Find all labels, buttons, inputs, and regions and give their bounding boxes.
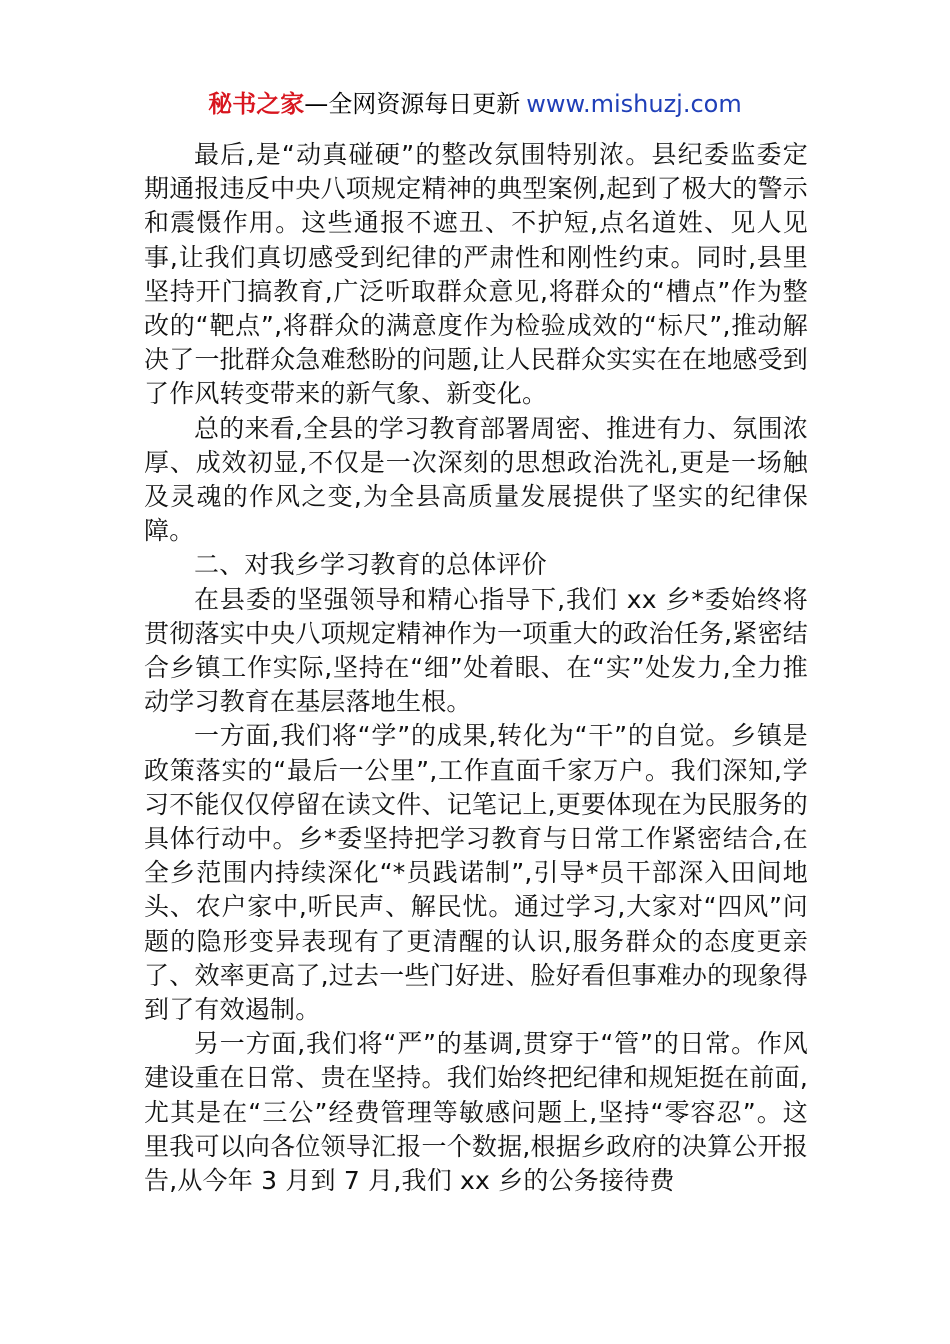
document-body	[144, 138, 808, 1198]
paragraph-summary: 总的来看,全县的学习教育部署周密、推进有力、氛围浓厚、成效初显,不仅是一次深刻的思想政治洗礼,更是一场触及灵魂的作风之变,为全县高质量发展提供了坚实的纪律保障。	[144, 413, 808, 546]
section-heading: 二、对我乡学习教育的总体评价	[194, 550, 547, 580]
paragraph-township-intro: 在县委的坚强领导和精心指导下,我们 xx 乡*委始终将贯彻落实中央八项规定精神作为一项重大的政治任务,紧密结合乡镇工作实际,坚持在“细”处着眼、在“实”处发力,全力推动学习教育在基层落地生根。	[144, 584, 808, 717]
paragraph-learning-to-action: 一方面,我们将“学”的成果,转化为“干”的自觉。乡镇是政策落实的“最后一公里”,工作直面千家万户。我们深知,学习不能仅仅停留在读文件、记笔记上,更要体现在为民服务的具体行动中。乡*委坚持把学习教育与日常工作紧密结合,在全乡范围内持续深化“*员践诺制”,引导*员干部深入田间地头、农户家中,听民声、解民忧。通过学习,大家对“四风”问题的隐形变异表现有了更清醒的认识,服务群众的态度更亲了、效率更高了,过去一些门好进、脸好看但事难办的现象得到了有效遏制。	[144, 721, 808, 1025]
header-tagline: —全网资源每日更新	[304, 90, 521, 118]
site-url-link[interactable]: www.mishuzj.com	[526, 90, 742, 118]
paragraph-rectification: 最后,是“动真碰硬”的整改氛围特别浓。县纪委监委定期通报违反中央八项规定精神的典型案例,起到了极大的警示和震慑作用。这些通报不遮丑、不护短,点名道姓、见人见事,让我们真切感受到纪律的严肃性和刚性约束。同时,县里坚持开门搞教育,广泛听取群众意见,将群众的“槽点”作为整改的“靶点”,将群众的满意度作为检验成效的“标尺”,推动解决了一批群众急难愁盼的问题,让人民群众实实在在地感受到了作风转变带来的新气象、新变化。	[144, 140, 808, 409]
site-header	[0, 86, 950, 122]
brand-name: 秘书之家	[208, 90, 305, 118]
paragraph-strict-management: 另一方面,我们将“严”的基调,贯穿于“管”的日常。作风建设重在日常、贵在坚持。我们始终把纪律和规矩挺在前面,尤其是在“三公”经费管理等敏感问题上,坚持“零容忍”。这里我可以向各位领导汇报一个数据,根据乡政府的决算公开报告,从今年 3 月到 7 月,我们 xx 乡的公务接待费	[144, 1029, 808, 1196]
